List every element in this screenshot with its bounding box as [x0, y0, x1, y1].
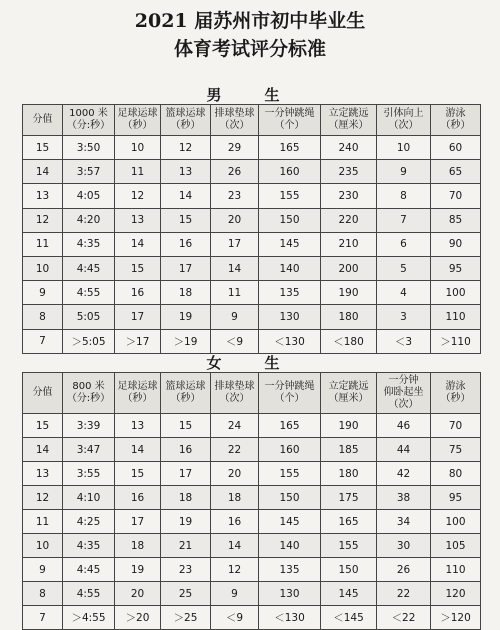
table-cell: 22 [211, 438, 259, 462]
table-header-row [23, 105, 481, 136]
table-cell: 95 [431, 256, 481, 280]
table-cell: 16 [161, 232, 211, 256]
table-cell: 14 [211, 256, 259, 280]
table-cell: 9 [23, 558, 63, 582]
table-cell: 95 [431, 486, 481, 510]
table-cell: ＞120 [431, 606, 481, 630]
column-header: 800 米 （分:秒） [63, 373, 115, 414]
table-cell: 4 [377, 281, 431, 305]
table-cell: 16 [211, 510, 259, 534]
table-cell: 240 [321, 136, 377, 160]
table-cell: ＞4:55 [63, 606, 115, 630]
table-cell: 14 [211, 534, 259, 558]
table-row [23, 184, 481, 208]
table-cell: 16 [115, 486, 161, 510]
table-cell: 17 [161, 256, 211, 280]
table-cell: 155 [259, 184, 321, 208]
table-cell: 3:47 [63, 438, 115, 462]
table-cell: 20 [211, 208, 259, 232]
table-cell: 135 [259, 558, 321, 582]
table-cell: 70 [431, 414, 481, 438]
table-cell: 42 [377, 462, 431, 486]
table-cell: 12 [115, 184, 161, 208]
table-cell: 9 [211, 582, 259, 606]
table-cell: ＜9 [211, 606, 259, 630]
table-cell: 15 [115, 256, 161, 280]
table-cell: 220 [321, 208, 377, 232]
table-row [23, 329, 481, 353]
table-cell: 16 [115, 281, 161, 305]
table-cell: 180 [321, 305, 377, 329]
column-header: 排球垫球 （次） [211, 373, 259, 414]
table-cell: 15 [115, 462, 161, 486]
table-row [23, 582, 481, 606]
table-cell: 11 [23, 232, 63, 256]
table-cell: 11 [23, 510, 63, 534]
column-header: 引体向上 （次） [377, 105, 431, 136]
table-cell: 4:55 [63, 281, 115, 305]
table-cell: 70 [431, 184, 481, 208]
table-cell: ＞5:05 [63, 329, 115, 353]
table-cell: 5 [377, 256, 431, 280]
table-cell: 13 [23, 462, 63, 486]
table-cell: 4:35 [63, 534, 115, 558]
table-cell: 18 [161, 281, 211, 305]
column-header: 篮球运球 （秒） [161, 105, 211, 136]
table-row [23, 510, 481, 534]
table-row [23, 256, 481, 280]
column-header: 游泳 （秒） [431, 373, 481, 414]
table-cell: 15 [23, 414, 63, 438]
column-header: 立定跳远 （厘米） [321, 105, 377, 136]
table-cell: 150 [259, 208, 321, 232]
table-cell: ＞20 [115, 606, 161, 630]
table-row [23, 462, 481, 486]
table-cell: 11 [211, 281, 259, 305]
table-cell: 190 [321, 281, 377, 305]
table-cell: 165 [259, 414, 321, 438]
table-cell: 26 [211, 160, 259, 184]
table-cell: 3:39 [63, 414, 115, 438]
male-section-heading: 男 生 [206, 86, 294, 104]
table-cell: 19 [115, 558, 161, 582]
table-cell: 10 [23, 534, 63, 558]
table-cell: 14 [115, 438, 161, 462]
table-cell: 4:55 [63, 582, 115, 606]
table-cell: 140 [259, 256, 321, 280]
page-title: 2021 届苏州市初中毕业生 [134, 10, 366, 32]
table-cell: ＞110 [431, 329, 481, 353]
table-cell: 3:50 [63, 136, 115, 160]
table-cell: 230 [321, 184, 377, 208]
table-cell: ＜130 [259, 329, 321, 353]
table-cell: 20 [115, 582, 161, 606]
table-cell: 155 [259, 462, 321, 486]
table-cell: 145 [321, 582, 377, 606]
table-cell: 14 [23, 438, 63, 462]
table-cell: 17 [161, 462, 211, 486]
table-cell: 175 [321, 486, 377, 510]
table-row [23, 558, 481, 582]
column-header: 分值 [23, 105, 63, 136]
table-cell: 24 [211, 414, 259, 438]
table-cell: ＞19 [161, 329, 211, 353]
column-header: 分值 [23, 373, 63, 414]
table-cell: 15 [161, 414, 211, 438]
table-cell: 21 [161, 534, 211, 558]
table-cell: 4:20 [63, 208, 115, 232]
table-cell: 23 [161, 558, 211, 582]
table-cell: 135 [259, 281, 321, 305]
table-cell: 130 [259, 305, 321, 329]
table-cell: 15 [23, 136, 63, 160]
female-section-heading: 女 生 [206, 354, 294, 372]
table-cell: 22 [377, 582, 431, 606]
table-cell: 140 [259, 534, 321, 558]
table-cell: 105 [431, 534, 481, 558]
table-cell: 110 [431, 558, 481, 582]
table-row [23, 281, 481, 305]
table-cell: 19 [161, 510, 211, 534]
table-cell: 4:25 [63, 510, 115, 534]
table-cell: ＜22 [377, 606, 431, 630]
table-cell: 3:55 [63, 462, 115, 486]
column-header: 1000 米 （分:秒） [63, 105, 115, 136]
table-cell: 4:05 [63, 184, 115, 208]
table-cell: 23 [211, 184, 259, 208]
table-cell: 90 [431, 232, 481, 256]
table-cell: 110 [431, 305, 481, 329]
table-cell: 30 [377, 534, 431, 558]
column-header: 足球运球 （秒） [115, 105, 161, 136]
table-cell: 12 [23, 208, 63, 232]
table-row [23, 414, 481, 438]
table-cell: 10 [377, 136, 431, 160]
table-cell: 8 [23, 582, 63, 606]
column-header: 一分钟 仰卧起坐 （次） [377, 373, 431, 414]
table-cell: 65 [431, 160, 481, 184]
table-cell: 13 [161, 160, 211, 184]
column-header: 足球运球 （秒） [115, 373, 161, 414]
table-cell: 19 [161, 305, 211, 329]
table-cell: 18 [115, 534, 161, 558]
column-header: 立定跳远 （厘米） [321, 373, 377, 414]
table-cell: 20 [211, 462, 259, 486]
table-cell: 15 [161, 208, 211, 232]
female-score-table [22, 372, 481, 630]
table-cell: 235 [321, 160, 377, 184]
table-cell: ＜180 [321, 329, 377, 353]
table-cell: 210 [321, 232, 377, 256]
table-cell: 18 [211, 486, 259, 510]
table-cell: 6 [377, 232, 431, 256]
table-row [23, 486, 481, 510]
table-row [23, 208, 481, 232]
table-cell: ＜3 [377, 329, 431, 353]
table-row [23, 305, 481, 329]
column-header: 篮球运球 （秒） [161, 373, 211, 414]
table-cell: 130 [259, 582, 321, 606]
table-row [23, 534, 481, 558]
table-cell: 29 [211, 136, 259, 160]
table-cell: 100 [431, 281, 481, 305]
table-cell: 11 [115, 160, 161, 184]
table-cell: 60 [431, 136, 481, 160]
table-cell: 9 [23, 281, 63, 305]
table-cell: 14 [115, 232, 161, 256]
table-cell: 10 [115, 136, 161, 160]
table-cell: 13 [115, 208, 161, 232]
table-cell: ＜130 [259, 606, 321, 630]
table-cell: 17 [115, 510, 161, 534]
table-cell: 26 [377, 558, 431, 582]
table-cell: 7 [23, 329, 63, 353]
table-cell: 13 [115, 414, 161, 438]
table-cell: 38 [377, 486, 431, 510]
column-header: 一分钟跳绳 （个） [259, 105, 321, 136]
table-cell: 160 [259, 438, 321, 462]
table-cell: 200 [321, 256, 377, 280]
table-cell: 4:35 [63, 232, 115, 256]
table-cell: 80 [431, 462, 481, 486]
table-row [23, 438, 481, 462]
table-cell: 14 [23, 160, 63, 184]
table-cell: 190 [321, 414, 377, 438]
table-cell: 12 [211, 558, 259, 582]
table-cell: 17 [115, 305, 161, 329]
table-cell: 160 [259, 160, 321, 184]
table-cell: 4:45 [63, 558, 115, 582]
table-row [23, 160, 481, 184]
table-cell: ＞25 [161, 606, 211, 630]
table-cell: 155 [321, 534, 377, 558]
table-cell: 25 [161, 582, 211, 606]
table-cell: ＜145 [321, 606, 377, 630]
table-cell: 18 [161, 486, 211, 510]
column-header: 一分钟跳绳 （个） [259, 373, 321, 414]
table-row [23, 232, 481, 256]
table-cell: 14 [161, 184, 211, 208]
table-cell: 3 [377, 305, 431, 329]
table-cell: 46 [377, 414, 431, 438]
table-cell: 85 [431, 208, 481, 232]
column-header: 游泳 （秒） [431, 105, 481, 136]
table-cell: 150 [259, 486, 321, 510]
table-cell: 13 [23, 184, 63, 208]
table-cell: 165 [259, 136, 321, 160]
table-cell: 75 [431, 438, 481, 462]
table-cell: 145 [259, 232, 321, 256]
table-cell: 150 [321, 558, 377, 582]
table-cell: 17 [211, 232, 259, 256]
table-cell: 34 [377, 510, 431, 534]
table-cell: 12 [23, 486, 63, 510]
table-cell: ＞17 [115, 329, 161, 353]
table-row [23, 136, 481, 160]
table-cell: ＜9 [211, 329, 259, 353]
table-cell: 10 [23, 256, 63, 280]
table-cell: 8 [377, 184, 431, 208]
table-cell: 8 [23, 305, 63, 329]
table-cell: 5:05 [63, 305, 115, 329]
table-cell: 7 [23, 606, 63, 630]
table-cell: 120 [431, 582, 481, 606]
table-cell: 4:10 [63, 486, 115, 510]
table-header-row [23, 373, 481, 414]
table-cell: 100 [431, 510, 481, 534]
page-subtitle: 体育考试评分标准 [173, 38, 326, 60]
table-cell: 185 [321, 438, 377, 462]
table-cell: 16 [161, 438, 211, 462]
table-cell: 44 [377, 438, 431, 462]
table-cell: 12 [161, 136, 211, 160]
table-cell: 165 [321, 510, 377, 534]
column-header: 排球垫球 （次） [211, 105, 259, 136]
table-cell: 145 [259, 510, 321, 534]
table-cell: 180 [321, 462, 377, 486]
table-cell: 3:57 [63, 160, 115, 184]
table-cell: 4:45 [63, 256, 115, 280]
male-score-table [22, 104, 481, 354]
table-cell: 9 [211, 305, 259, 329]
table-cell: 9 [377, 160, 431, 184]
table-cell: 7 [377, 208, 431, 232]
